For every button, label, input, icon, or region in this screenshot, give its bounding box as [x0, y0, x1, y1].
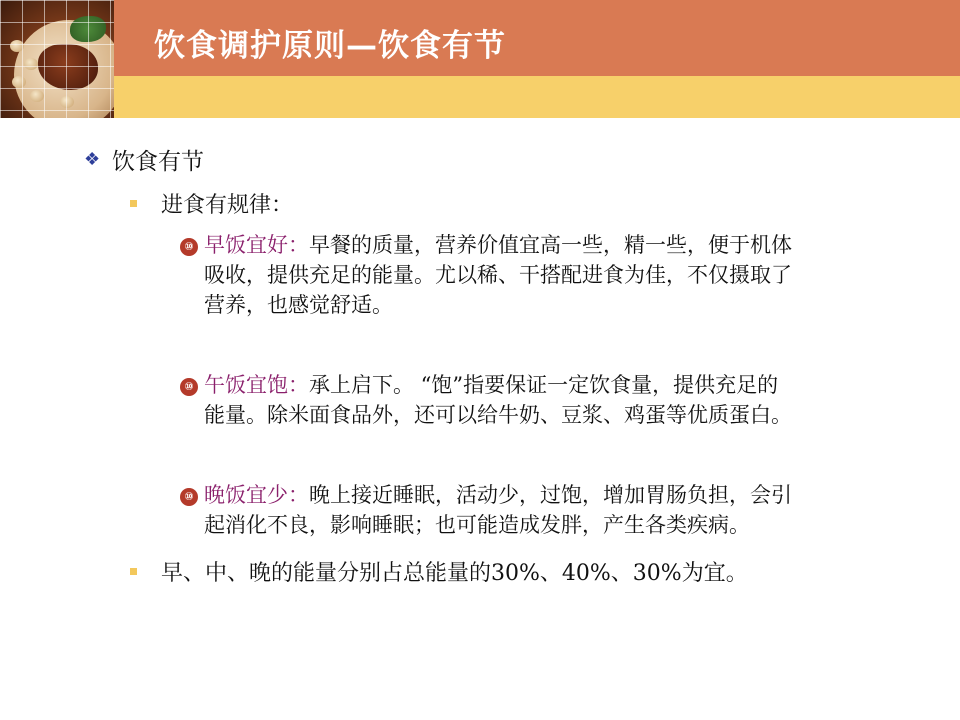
bullet-level1 [84, 143, 204, 176]
item-text: 承上启下。 “饱”指要保证一定饮食量，提供充足的 [309, 373, 779, 397]
item-text: 起消化不良，影响睡眠；也可能造成发胖，产生各类疾病。 [204, 513, 750, 537]
food-photo-image [0, 0, 114, 118]
sub-bullet-text: 进食有规律： [161, 193, 294, 218]
number-bullet-icon: ⑩ [180, 488, 198, 506]
item-term: 晚饭宜少： [204, 483, 309, 507]
number-bullet-icon: ⑩ [180, 238, 198, 256]
accent-band [0, 76, 960, 118]
item-text: 晚上接近睡眠，活动少，过饱，增加胃肠负担，会引 [309, 483, 792, 507]
item-text: 能量。除米面食品外，还可以给牛奶、豆浆、鸡蛋等优质蛋白。 [204, 403, 792, 427]
meal-item [180, 230, 900, 320]
item-text: 营养，也感觉舒适。 [204, 293, 393, 317]
sub-bullet [130, 556, 748, 587]
diamond-bullet-icon: ❖ [84, 149, 101, 170]
sub-bullet [130, 188, 293, 219]
number-bullet-icon: ⑩ [180, 378, 198, 396]
item-term: 早饭宜好： [204, 233, 309, 257]
bullet-text: 饮食有节 [112, 149, 204, 175]
sub-bullet-text: 早、中、晚的能量分别占总能量的30%、40%、30%为宜。 [161, 561, 748, 586]
square-bullet-icon [130, 568, 137, 575]
item-text: 吸收，提供充足的能量。尤以稀、干搭配进食为佳，不仅摄取了 [204, 263, 792, 287]
slide-title: 饮食调护原则—饮食有节 [154, 28, 506, 64]
item-term: 午饭宜饱： [204, 373, 309, 397]
square-bullet-icon [130, 200, 137, 207]
item-text: 早餐的质量，营养价值宜高一些，精一些，便于机体 [309, 233, 792, 257]
meal-item [180, 480, 900, 540]
meal-item [180, 370, 900, 430]
